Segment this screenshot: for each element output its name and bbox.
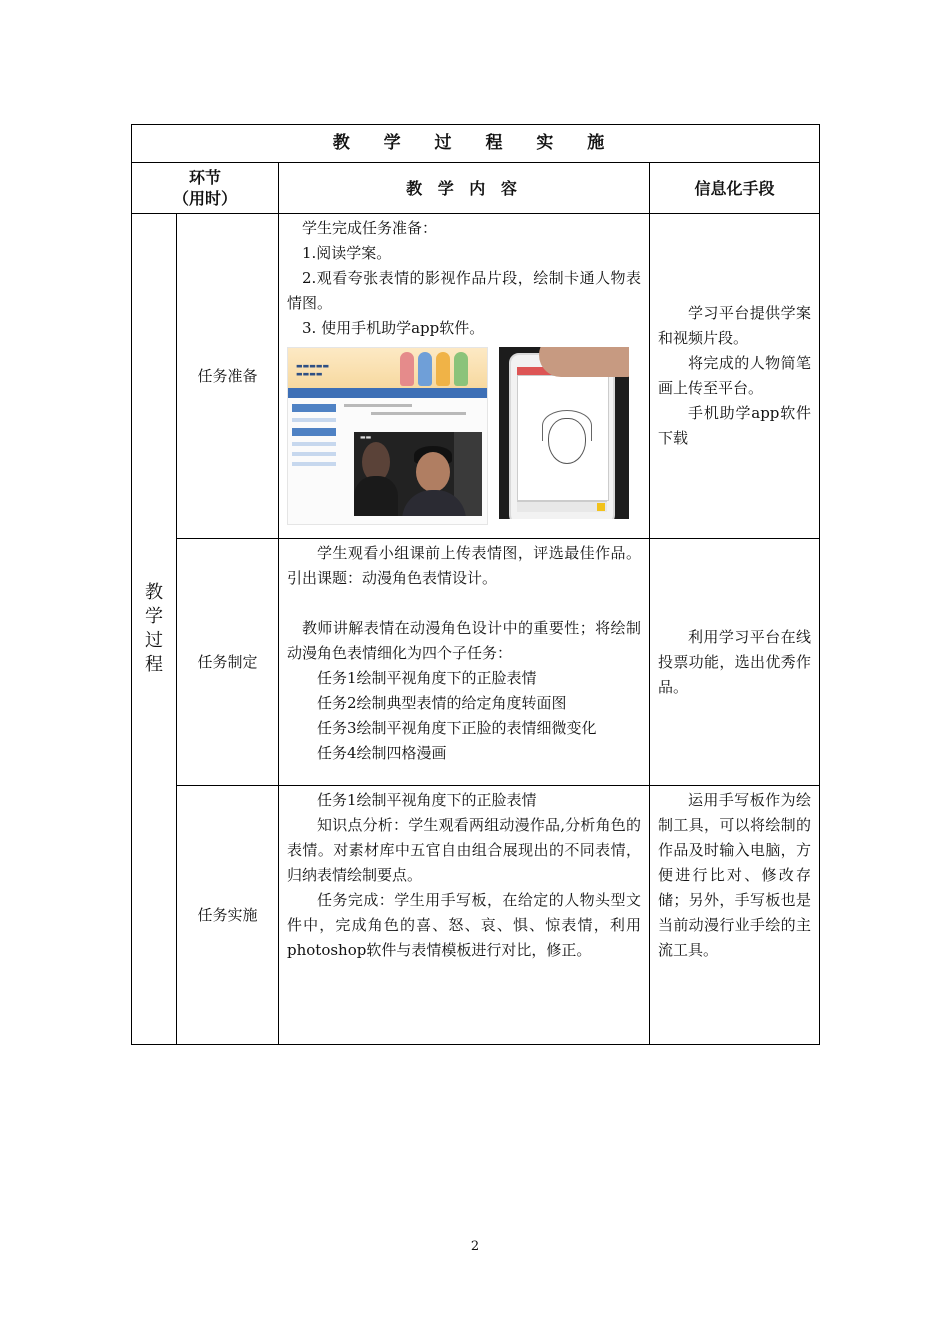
platform-logo: ▬▬▬▬▬ ▬▬▬▬ bbox=[296, 362, 330, 378]
phase-label bbox=[132, 214, 177, 1045]
info-cell bbox=[650, 786, 820, 1045]
content-line: 学生完成任务准备： bbox=[302, 219, 438, 237]
phone-screen bbox=[517, 375, 609, 501]
info-line: 利用学习平台在线投票功能，选出优秀作品。 bbox=[658, 627, 812, 696]
cartoon-figure-icon bbox=[454, 352, 468, 386]
header-stage-line2: （用时） bbox=[172, 189, 237, 208]
content-line: 任务完成：学生用手写板，在给定的人物头型文件中，完成角色的喜、怒、哀、惧、惊表情，利用photoshop软件与表情模板进行对比，修正。 bbox=[287, 891, 641, 959]
info-line: 运用手写板作为绘制工具，可以将绘制的作品及时输入电脑，方便进行比对、修改存储；另外，手写板也是当前动漫行业手绘的主流工具。 bbox=[658, 791, 812, 959]
stage-cell: 任务准备 bbox=[177, 214, 279, 539]
page-number: 2 bbox=[470, 1239, 480, 1254]
phase-char: 程 bbox=[145, 654, 163, 675]
stage-cell: 任务实施 bbox=[177, 786, 279, 1045]
info-line: 将完成的人物简笔画上传至平台。 bbox=[658, 354, 812, 397]
learning-platform-screenshot bbox=[287, 347, 488, 525]
content-cell bbox=[279, 539, 650, 786]
phase-char: 教 bbox=[145, 582, 163, 603]
info-cell bbox=[650, 214, 820, 539]
illustration-group bbox=[287, 347, 641, 527]
content-line: 2.观看夸张表情的影视作品片段，绘制卡通人物表情图。 bbox=[287, 269, 641, 312]
header-info: 信息化手段 bbox=[650, 163, 820, 214]
content-line: 任务1绘制平视角度下的正脸表情 bbox=[317, 669, 537, 687]
content-line: 学生观看小组课前上传表情图，评选最佳作品。引出课题：动漫角色表情设计。 bbox=[287, 544, 641, 587]
phone-app-photo bbox=[499, 347, 629, 519]
phase-char: 学 bbox=[145, 606, 163, 627]
content-cell bbox=[279, 786, 650, 1045]
content-line: 任务1绘制平视角度下的正脸表情 bbox=[317, 791, 537, 809]
phase-char: 过 bbox=[145, 630, 163, 651]
stage-cell: 任务制定 bbox=[177, 539, 279, 786]
movie-clip-image: ▬▬ bbox=[354, 432, 482, 516]
platform-nav-bar bbox=[288, 388, 487, 398]
info-line: 学习平台提供学案和视频片段。 bbox=[658, 304, 812, 347]
content-line: 知识点分析：学生观看两组动漫作品,分析角色的表情。对素材库中五官自由组合展现出的不同表情，归纳表情绘制要点。 bbox=[287, 816, 641, 884]
content-line: 任务2绘制典型表情的给定角度转面图 bbox=[317, 694, 567, 712]
content-line: 1.阅读学案。 bbox=[302, 244, 392, 262]
header-stage bbox=[132, 163, 279, 214]
cartoon-figure-icon bbox=[436, 352, 450, 386]
teaching-process-table bbox=[131, 124, 820, 1045]
phone-device bbox=[509, 353, 615, 519]
hand-image bbox=[539, 347, 629, 377]
cartoon-figure-icon bbox=[418, 352, 432, 386]
table-title: 教 学 过 程 实 施 bbox=[132, 125, 820, 163]
content-line: 任务3绘制平视角度下正脸的表情细微变化 bbox=[317, 719, 597, 737]
platform-sidebar bbox=[292, 404, 336, 516]
platform-text-lines bbox=[344, 404, 480, 420]
content-cell bbox=[279, 214, 650, 539]
info-cell bbox=[650, 539, 820, 786]
info-line: 手机助学app软件下载 bbox=[658, 404, 812, 447]
sketch-face-icon bbox=[548, 418, 586, 464]
cartoon-figure-icon bbox=[400, 352, 414, 386]
content-line: 教师讲解表情在动漫角色设计中的重要性；将绘制动漫角色表情细化为四个子任务： bbox=[287, 619, 641, 662]
header-content: 教 学 内 容 bbox=[279, 163, 650, 214]
content-line: 任务4绘制四格漫画 bbox=[317, 744, 447, 762]
header-stage-line1: 环节 bbox=[188, 168, 221, 187]
content-line: 3. 使用手机助学app软件。 bbox=[302, 319, 485, 337]
